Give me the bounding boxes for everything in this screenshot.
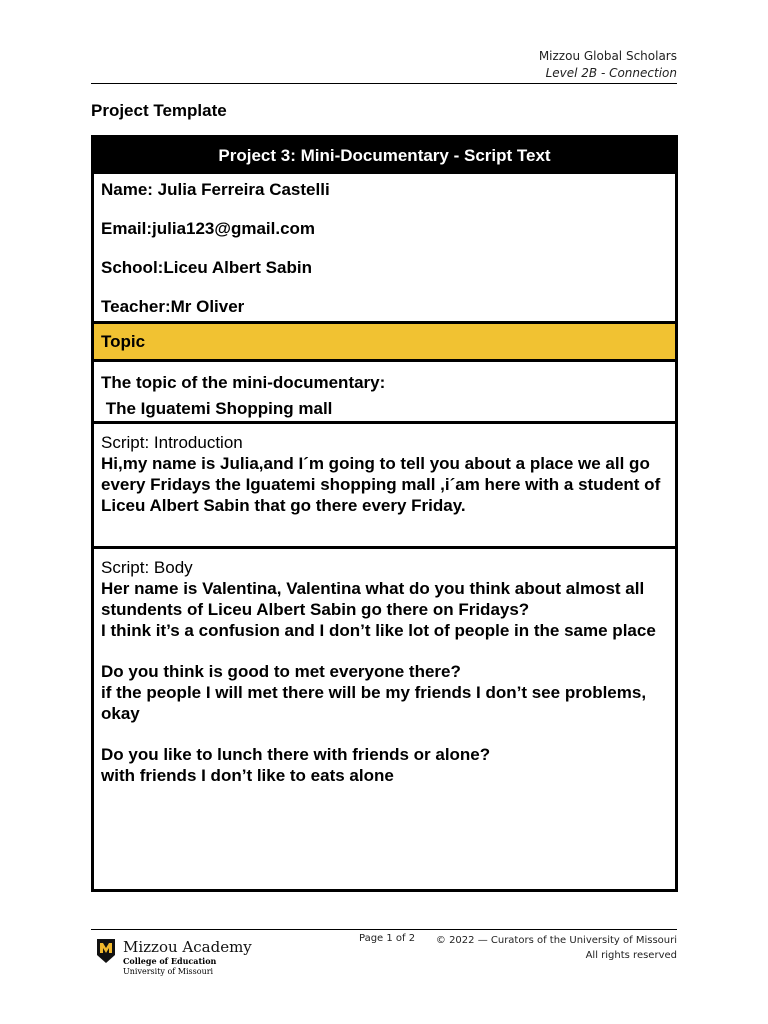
student-school: School:Liceu Albert Sabin [101, 258, 312, 277]
body-question-2: Do you think is good to met everyone there? [101, 662, 461, 681]
page-header [539, 48, 677, 82]
intro-text: Hi,my name is Julia,and I´m going to tell you about a place we all go every Fridays the Iguatemi shopping mall ,i´am here with a student of Liceu Albert Sabin that go there every Friday. [101, 454, 661, 515]
table-heading: Project 3: Mini-Documentary - Script Text [94, 138, 675, 174]
body-paragraph [101, 661, 668, 724]
body-label: Script: Body [101, 558, 193, 577]
topic-prompt: The topic of the mini-documentary: [101, 373, 386, 392]
copyright-line: © 2022 — Curators of the University of Missouri [435, 935, 677, 946]
header-level: Level 2B - Connection [545, 66, 677, 80]
intro-label: Script: Introduction [101, 433, 243, 452]
body-paragraph [101, 578, 668, 641]
body-answer-3: with friends I don’t like to eats alone [101, 766, 394, 785]
project-table [91, 135, 678, 892]
script-intro-cell [94, 424, 675, 549]
topic-cell [94, 362, 675, 424]
script-body-cell [94, 549, 675, 889]
body-paragraph [101, 744, 668, 786]
student-teacher: Teacher:Mr Oliver [101, 297, 245, 316]
document-title: Project Template [91, 101, 227, 120]
body-answer-1: I think it’s a confusion and I don’t like lot of people in the same place [101, 621, 656, 640]
student-email: Email:julia123@gmail.com [101, 219, 316, 238]
header-org: Mizzou Global Scholars [538, 49, 677, 63]
logo-university: University of Missouri [123, 967, 214, 976]
page-number: Page 1 of 2 [359, 933, 416, 944]
footer-logo [123, 939, 252, 977]
mizzou-tiger-logo-icon [96, 938, 116, 964]
body-question-3: Do you like to lunch there with friends or alone? [101, 745, 491, 764]
body-answer-2: if the people I will met there will be my friends I don’t see problems, okay [101, 683, 647, 723]
topic-value: The Iguatemi Shopping mall [101, 399, 333, 418]
student-info-cell [94, 174, 675, 324]
header-divider [91, 83, 677, 84]
footer-divider [91, 929, 677, 930]
student-name: Name: Julia Ferreira Castelli [101, 180, 330, 199]
copyright [436, 933, 677, 963]
logo-title: Mizzou Academy [123, 938, 252, 956]
rights-line: All rights reserved [585, 950, 677, 961]
logo-subtitle: College of Education [123, 956, 217, 966]
body-question-1: Her name is Valentina, Valentina what do you think about almost all stundents of Liceu Albert Sabin go there on Fridays? [101, 579, 645, 619]
topic-header: Topic [94, 324, 675, 362]
